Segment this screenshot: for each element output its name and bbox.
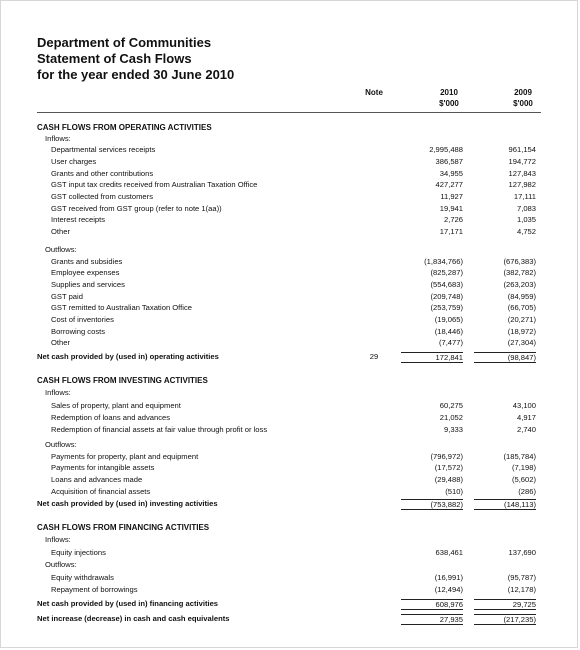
table-row [1,424,579,435]
value-2010: (510) [445,487,463,496]
value-2009: (382,782) [503,268,536,277]
value-2009: 194,772 [508,157,536,166]
year-2010-unit: $'000 [439,99,459,108]
value-2009: (84,959) [507,292,536,301]
table-row [1,439,579,450]
row-label: Inflows: [45,535,71,544]
table-row [1,179,579,190]
table-row [1,226,579,237]
value-2010: 2,726 [443,215,463,224]
table-row [1,400,579,411]
row-label: Repayment of borrowings [51,585,138,594]
value-2009: 1,035 [516,215,536,224]
value-2010: (825,287) [430,268,463,277]
total-row [1,351,579,362]
row-label: Loans and advances made [51,475,143,484]
value-2010: (17,572) [434,463,463,472]
row-label: Net cash provided by (used in) operating activities [37,352,219,361]
row-label: Outflows: [45,560,77,569]
note-header-label: Note [365,88,383,97]
table-row [1,256,579,267]
row-label: Employee expenses [51,268,120,277]
value-2009: 4,752 [516,227,536,236]
value-2009: 137,690 [508,548,536,557]
value-2010: 427,277 [435,180,463,189]
value-2009: (676,383) [503,257,536,266]
total-row [1,613,579,624]
row-label: Interest receipts [51,215,106,224]
value-2010: (19,065) [434,315,463,324]
value-2010: (29,488) [434,475,463,484]
row-label: GST remitted to Australian Taxation Office [51,303,192,312]
year-2010-label: 2010 [440,88,458,97]
row-label: Outflows: [45,440,77,449]
row-label: Net cash provided by (used in) financing activities [37,599,219,608]
row-label: Net increase (decrease) in cash and cash equivalents [37,614,230,623]
row-label: Redemption of financial assets at fair value through profit or loss [51,425,268,434]
row-label: Redemption of loans and advances [51,413,171,422]
table-row [1,279,579,290]
section-heading [1,375,579,386]
table-row [1,191,579,202]
value-2009: (12,178) [507,585,536,594]
section-heading [1,522,579,533]
value-2009: 127,843 [508,169,536,178]
row-label: Net cash provided by (used in) investing activities [37,499,218,508]
row-label: Outflows: [45,245,77,254]
value-2009: 961,154 [508,145,536,154]
value-2009: (7,198) [511,463,536,472]
value-2010: 27,935 [401,614,463,625]
row-label: GST collected from customers [51,192,153,201]
table-row [1,267,579,278]
row-label: Supplies and services [51,280,125,289]
row-label: User charges [51,157,97,166]
row-label: GST paid [51,292,83,301]
row-label: Inflows: [45,388,71,397]
row-label: Inflows: [45,134,71,143]
value-2009: 43,100 [512,401,536,410]
value-2010: (18,446) [434,327,463,336]
table-row [1,244,579,255]
row-label: CASH FLOWS FROM INVESTING ACTIVITIES [37,376,208,385]
value-2010: (1,834,766) [424,257,463,266]
row-label: Other [51,227,70,236]
value-2010: 17,171 [439,227,463,236]
value-2010: 2,995,488 [429,145,463,154]
value-2010: 21,052 [439,413,463,422]
value-2009: (217,235) [474,614,536,625]
value-2009: (286) [518,487,536,496]
row-label: Other [51,338,70,347]
value-2010: 638,461 [435,548,463,557]
table-row [1,156,579,167]
table-row [1,291,579,302]
value-2010: 19,941 [439,204,463,213]
total-row [1,498,579,509]
value-2010: 9,333 [443,425,463,434]
value-2010: (554,683) [430,280,463,289]
value-2009: 29,725 [474,599,536,610]
table-row [1,337,579,348]
row-label: Acquisition of financial assets [51,487,151,496]
value-2010: (796,972) [430,452,463,461]
row-label: Equity withdrawals [51,573,114,582]
value-2010: 34,955 [439,169,463,178]
value-2010: (753,882) [401,499,463,510]
value-2009: 17,111 [513,192,536,201]
value-2009: (185,784) [503,452,536,461]
row-label: Grants and subsidies [51,257,123,266]
table-row [1,214,579,225]
value-2009: (98,847) [474,352,536,363]
table-row [1,486,579,497]
table-row [1,451,579,462]
table-row [1,144,579,155]
row-label: Payments for property, plant and equipment [51,452,199,461]
value-2009: (95,787) [507,573,536,582]
value-2010: 11,927 [440,192,463,201]
value-2009: 4,917 [516,413,536,422]
row-label: Payments for intangible assets [51,463,155,472]
table-row [1,302,579,313]
value-2010: (253,759) [430,303,463,312]
value-2010: 172,841 [401,352,463,363]
value-2009: (66,705) [507,303,536,312]
table-row [1,572,579,583]
value-2009: 127,982 [508,180,536,189]
table-row [1,474,579,485]
row-note: 29 [369,352,379,361]
row-label: Grants and other contributions [51,169,154,178]
statement-period: for the year ended 30 June 2010 [37,67,235,82]
table-row [1,133,579,144]
value-2010: (16,991) [434,573,463,582]
row-label: Borrowing costs [51,327,106,336]
row-label: Sales of property, plant and equipment [51,401,181,410]
table-row [1,559,579,570]
value-2010: (12,494) [434,585,463,594]
table-row [1,314,579,325]
value-2009: (18,972) [507,327,536,336]
table-row [1,387,579,398]
value-2009: (263,203) [503,280,536,289]
value-2009: 2,740 [516,425,536,434]
department-name: Department of Communities [37,35,212,50]
row-label: GST input tax credits received from Australian Taxation Office [51,180,258,189]
table-row [1,462,579,473]
table-row [1,168,579,179]
table-row [1,326,579,337]
table-row [1,534,579,545]
value-2009: 7,083 [516,204,536,213]
value-2010: 608,976 [401,599,463,610]
row-label: Cost of inventories [51,315,114,324]
row-label: Equity injections [51,548,106,557]
row-label: GST received from GST group (refer to note 1(aa)) [51,204,222,213]
table-row [1,412,579,423]
row-label: CASH FLOWS FROM OPERATING ACTIVITIES [37,123,212,132]
row-label: CASH FLOWS FROM FINANCING ACTIVITIES [37,523,210,532]
cash-flow-table [1,1,579,649]
value-2009: (5,602) [511,475,536,484]
value-2009: (148,113) [474,499,536,510]
year-2009-label: 2009 [514,88,532,97]
table-row [1,547,579,558]
value-2010: (7,477) [438,338,463,347]
value-2010: 60,275 [439,401,463,410]
value-2010: (209,748) [430,292,463,301]
total-row [1,598,579,609]
table-row [1,584,579,595]
table-row [1,203,579,214]
value-2009: (20,271) [507,315,536,324]
value-2010: 386,587 [435,157,463,166]
section-heading [1,122,579,133]
statement-name: Statement of Cash Flows [37,51,192,66]
year-2009-unit: $'000 [513,99,533,108]
row-label: Departmental services receipts [51,145,156,154]
value-2009: (27,304) [507,338,536,347]
